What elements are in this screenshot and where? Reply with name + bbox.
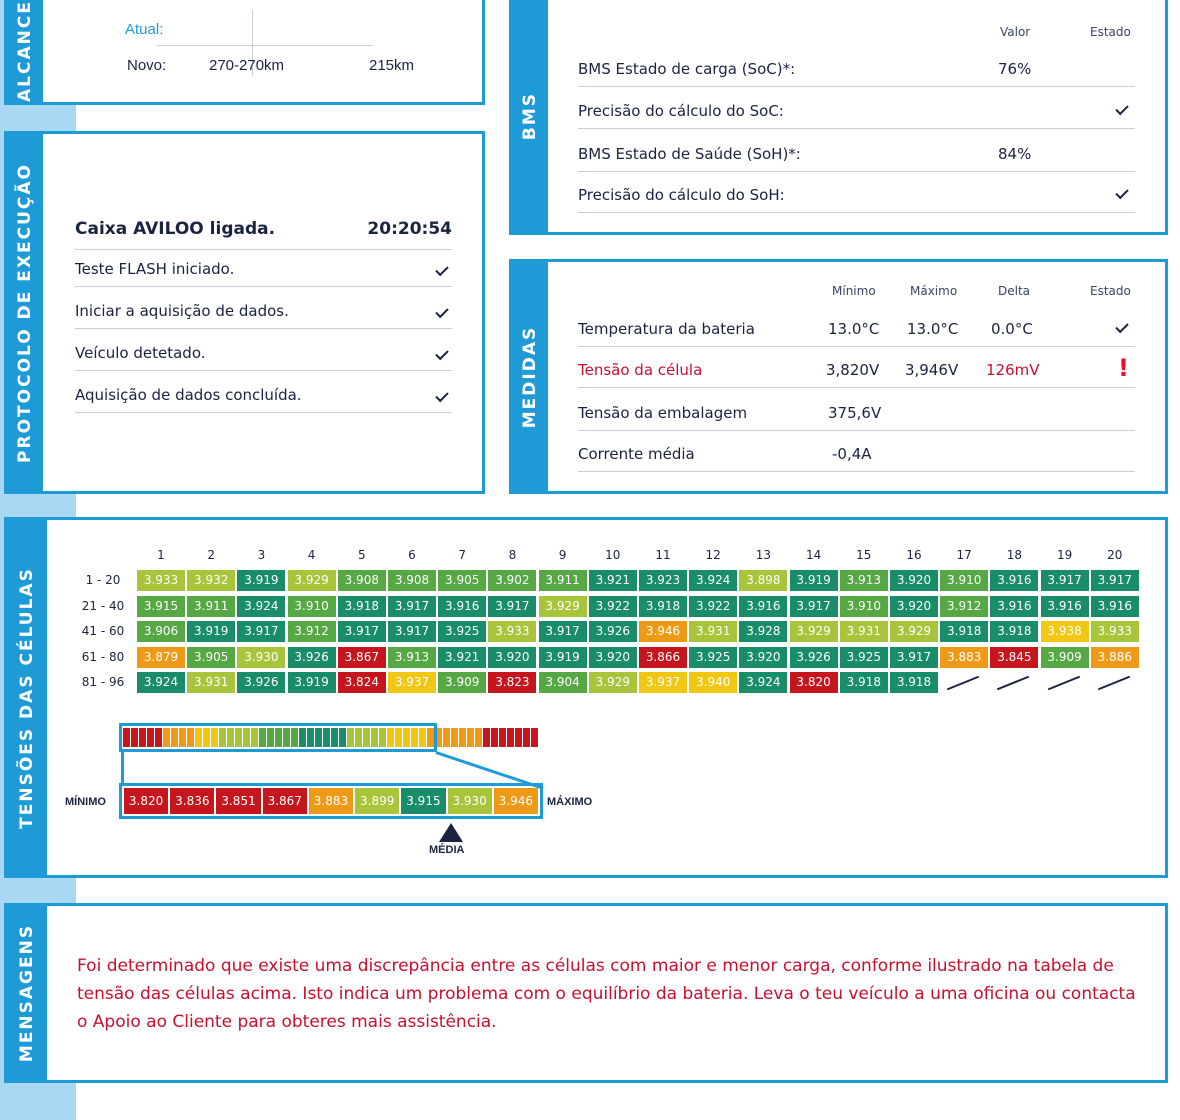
cell-voltage: 3.919 xyxy=(187,621,235,642)
range-section-label xyxy=(7,0,43,102)
measures-row xyxy=(578,320,1135,347)
protocol-item xyxy=(75,344,452,371)
column-number: 6 xyxy=(408,548,416,562)
average-marker-icon xyxy=(439,823,463,842)
column-number: 3 xyxy=(257,548,266,562)
legend-max-label: MÁXIMO xyxy=(547,796,593,808)
bms-row-label: BMS Estado de Saúde (SoH)*: xyxy=(578,145,801,163)
cell-voltage: 3.938 xyxy=(1041,621,1089,642)
cell-voltage: 3.946 xyxy=(639,621,687,642)
cell-voltage: 3.906 xyxy=(137,621,185,642)
cell-voltage: 3.929 xyxy=(539,596,587,617)
measures-section-label xyxy=(512,262,548,491)
cell-voltage: 3.930 xyxy=(237,647,285,668)
scale-segment xyxy=(483,728,490,747)
cell-voltage: 3.917 xyxy=(488,596,536,617)
bms-panel xyxy=(509,0,1168,235)
messages-panel xyxy=(4,903,1168,1083)
bms-row-value: 76% xyxy=(998,60,1032,78)
cell-voltage: 3.920 xyxy=(589,647,637,668)
range-new-value: 215km xyxy=(369,57,415,74)
measures-col-min: Mínimo xyxy=(832,284,876,298)
column-number: 4 xyxy=(307,548,316,562)
cell-voltage: 3.916 xyxy=(739,596,787,617)
column-number: 11 xyxy=(655,548,671,562)
cell-voltage: 3.867 xyxy=(338,647,386,668)
cell-voltage: 3.937 xyxy=(639,672,687,693)
cell-voltage: 3.928 xyxy=(739,621,787,642)
cell-voltage: 3.919 xyxy=(790,570,838,591)
cell-voltage: 3.917 xyxy=(388,621,436,642)
cell-voltage: 3.920 xyxy=(488,647,536,668)
legend-step: 3.915 xyxy=(401,788,445,814)
cell-voltage: 3.917 xyxy=(388,596,436,617)
protocol-item-label: Teste FLASH iniciado. xyxy=(75,260,235,278)
measures-row-max: 13.0°C xyxy=(907,320,959,338)
range-current-label: Atual: xyxy=(125,21,164,38)
cell-voltage: 3.924 xyxy=(739,672,787,693)
cell-voltage: 3.917 xyxy=(1041,570,1089,591)
column-number: 19 xyxy=(1056,548,1073,562)
bms-row xyxy=(578,145,1135,172)
legend-step: 3.851 xyxy=(216,788,260,814)
cell-voltage: 3.918 xyxy=(990,621,1038,642)
bms-section-label xyxy=(512,0,548,232)
column-number: 12 xyxy=(705,548,721,562)
cell-voltage: 3.931 xyxy=(689,621,737,642)
measures-row-label: Temperatura da bateria xyxy=(578,320,755,338)
cell-voltage: 3.916 xyxy=(438,596,486,617)
cell-voltage: 3.922 xyxy=(589,596,637,617)
legend-step: 3.930 xyxy=(448,788,492,814)
protocol-item xyxy=(75,260,452,287)
column-number: 15 xyxy=(856,548,872,562)
cell-voltage: 3.910 xyxy=(840,596,888,617)
protocol-item-label: Aquisição de dados concluída. xyxy=(75,386,302,404)
cell-voltage: 3.910 xyxy=(288,596,336,617)
bms-row-label: Precisão do cálculo do SoC: xyxy=(578,102,784,120)
cell-voltage: 3.866 xyxy=(639,647,687,668)
cell-voltage: 3.845 xyxy=(990,647,1038,668)
measures-section-title: MEDIDAS xyxy=(520,325,541,428)
empty-cell-slash-icon xyxy=(1091,672,1139,693)
cell-voltages-panel xyxy=(4,517,1168,878)
cell-voltage: 3.918 xyxy=(338,596,386,617)
cell-voltage: 3.908 xyxy=(338,570,386,591)
cell-voltage: 3.922 xyxy=(689,596,737,617)
cell-voltage: 3.909 xyxy=(438,672,486,693)
measures-row xyxy=(578,404,1135,431)
check-icon xyxy=(1115,320,1128,333)
cell-voltage: 3.929 xyxy=(890,621,938,642)
cell-voltage: 3.905 xyxy=(438,570,486,591)
scale-segment xyxy=(523,728,530,747)
scale-segment xyxy=(451,728,458,747)
row-label: 41 - 60 xyxy=(81,624,125,638)
cell-voltages-section-label xyxy=(7,520,47,875)
bms-col-state: Estado xyxy=(1090,25,1131,39)
cell-voltage: 3.918 xyxy=(940,621,988,642)
bms-row-label: BMS Estado de carga (SoC)*: xyxy=(578,60,796,78)
measures-col-state: Estado xyxy=(1090,284,1131,298)
cell-voltage: 3.904 xyxy=(539,672,587,693)
legend-step: 3.836 xyxy=(170,788,214,814)
measures-row-min: 13.0°C xyxy=(828,320,880,338)
scale-segment xyxy=(515,728,522,747)
cell-voltage: 3.919 xyxy=(237,570,285,591)
cell-voltage: 3.933 xyxy=(1091,621,1139,642)
cell-voltage: 3.919 xyxy=(539,647,587,668)
protocol-header-time: 20:20:54 xyxy=(367,219,452,239)
column-number: 18 xyxy=(1006,548,1023,562)
column-number: 2 xyxy=(207,548,215,562)
cell-voltage: 3.921 xyxy=(589,570,637,591)
cell-voltage: 3.823 xyxy=(488,672,536,693)
column-number: 20 xyxy=(1107,548,1123,562)
measures-row-delta: 126mV xyxy=(986,361,1040,379)
cell-voltage: 3.924 xyxy=(689,570,737,591)
scale-zoom-frame xyxy=(119,723,437,752)
column-number: 1 xyxy=(157,548,165,562)
cell-voltage: 3.898 xyxy=(739,570,787,591)
bms-row-label: Precisão do cálculo do SoH: xyxy=(578,186,785,204)
measures-row xyxy=(578,354,1135,388)
cell-voltage: 3.925 xyxy=(689,647,737,668)
protocol-item xyxy=(75,302,452,329)
scale-segment xyxy=(459,728,466,747)
check-icon xyxy=(435,346,448,359)
check-icon xyxy=(435,304,448,317)
bms-row xyxy=(578,60,1135,87)
cell-voltage: 3.933 xyxy=(488,621,536,642)
cell-voltage: 3.911 xyxy=(187,596,235,617)
scale-segment xyxy=(467,728,474,747)
cell-voltage: 3.929 xyxy=(790,621,838,642)
cell-voltage: 3.824 xyxy=(338,672,386,693)
cell-voltage: 3.921 xyxy=(438,647,486,668)
cell-voltage: 3.915 xyxy=(137,596,185,617)
cell-voltage: 3.933 xyxy=(137,570,185,591)
cell-voltage: 3.917 xyxy=(539,621,587,642)
cell-voltage: 3.911 xyxy=(539,570,587,591)
column-number: 7 xyxy=(458,548,466,562)
row-label: 61 - 80 xyxy=(81,649,125,664)
cell-voltage: 3.912 xyxy=(940,596,988,617)
protocol-header xyxy=(75,219,452,250)
check-icon xyxy=(1115,186,1128,199)
cell-voltage: 3.916 xyxy=(1041,596,1089,617)
measures-row-label: Tensão da célula xyxy=(578,361,703,379)
check-icon xyxy=(435,262,448,275)
range-section-title: ALCANCE xyxy=(15,0,36,102)
bms-section-title: BMS xyxy=(520,91,540,141)
cell-voltage: 3.920 xyxy=(890,570,938,591)
cell-voltage: 3.924 xyxy=(137,672,185,693)
cell-voltage: 3.909 xyxy=(1041,647,1089,668)
column-number: 9 xyxy=(558,548,567,562)
range-panel xyxy=(4,0,485,105)
cell-voltage: 3.937 xyxy=(388,672,436,693)
range-divider-horizontal xyxy=(157,45,373,46)
cell-voltage: 3.913 xyxy=(840,570,888,591)
messages-section-title: MENSAGENS xyxy=(17,923,38,1063)
scale-segment xyxy=(531,728,538,747)
column-number: 5 xyxy=(357,548,366,562)
cell-voltage: 3.931 xyxy=(187,672,235,693)
range-new-label: Novo: xyxy=(127,57,167,74)
cell-voltage: 3.910 xyxy=(940,570,988,591)
cell-voltage: 3.940 xyxy=(689,672,737,693)
cell-voltage: 3.917 xyxy=(338,621,386,642)
legend-avg-label: MÉDIA xyxy=(429,844,465,856)
scale-segment xyxy=(507,728,514,747)
column-number: 14 xyxy=(805,548,822,562)
cell-voltage: 3.920 xyxy=(890,596,938,617)
cell-voltage: 3.886 xyxy=(1091,647,1139,668)
row-label: 21 - 40 xyxy=(81,598,125,613)
empty-cell-slash-icon xyxy=(1041,672,1089,693)
cell-voltage: 3.926 xyxy=(288,647,336,668)
cell-voltage: 3.908 xyxy=(388,570,436,591)
cell-voltage: 3.916 xyxy=(990,570,1038,591)
cell-voltage: 3.917 xyxy=(890,647,938,668)
empty-cell-slash-icon xyxy=(940,672,988,693)
cell-voltage: 3.929 xyxy=(288,570,336,591)
bms-row xyxy=(578,102,1135,129)
column-number: 10 xyxy=(605,548,621,562)
protocol-item xyxy=(75,386,452,413)
voltage-legend xyxy=(119,783,543,819)
cell-voltage: 3.926 xyxy=(589,621,637,642)
cell-voltage: 3.925 xyxy=(840,647,888,668)
protocol-item-label: Iniciar a aquisição de dados. xyxy=(75,302,289,320)
row-label: 81 - 96 xyxy=(81,675,125,689)
measures-row-min: 3,820V xyxy=(826,361,880,379)
cell-voltage: 3.923 xyxy=(639,570,687,591)
cell-voltage: 3.920 xyxy=(739,647,787,668)
legend-step: 3.946 xyxy=(494,788,538,814)
column-number: 17 xyxy=(956,548,972,562)
measures-row-max: 3,946V xyxy=(905,361,959,379)
protocol-section-title: PROTOCOLO DE EXECUÇÃO xyxy=(15,162,36,463)
check-icon xyxy=(435,388,448,401)
cell-voltage: 3.926 xyxy=(790,647,838,668)
measures-row-min: 375,6V xyxy=(828,404,882,422)
scale-segment xyxy=(499,728,506,747)
cell-voltage: 3.919 xyxy=(288,672,336,693)
bms-row xyxy=(578,186,1135,213)
legend-min-label: MÍNIMO xyxy=(65,796,106,808)
cell-voltages-section-title: TENSÕES DAS CÉLULAS xyxy=(17,566,38,829)
cell-voltage: 3.924 xyxy=(237,596,285,617)
bms-col-value: Valor xyxy=(1000,25,1031,39)
cell-voltage: 3.931 xyxy=(840,621,888,642)
protocol-section-label xyxy=(7,134,43,491)
cell-voltage: 3.918 xyxy=(840,672,888,693)
cell-voltage: 3.932 xyxy=(187,570,235,591)
cell-voltage: 3.902 xyxy=(488,570,536,591)
column-number: 13 xyxy=(755,548,772,562)
empty-cell-slash-icon xyxy=(990,672,1038,693)
bms-row-value: 84% xyxy=(998,145,1032,163)
scale-segment xyxy=(443,728,450,747)
legend-step: 3.867 xyxy=(263,788,307,814)
cell-voltage: 3.916 xyxy=(1091,596,1139,617)
cell-voltage: 3.918 xyxy=(890,672,938,693)
zoom-line-left xyxy=(121,751,124,783)
protocol-item-label: Veículo detetado. xyxy=(75,344,206,362)
protocol-header-text: Caixa AVILOO ligada. xyxy=(75,219,276,239)
column-number: 16 xyxy=(906,548,922,562)
measures-col-max: Máximo xyxy=(910,284,958,298)
measures-row-label: Corrente média xyxy=(578,445,695,463)
scale-segment xyxy=(475,728,482,747)
legend-step: 3.899 xyxy=(355,788,399,814)
measures-row xyxy=(578,445,1135,472)
measures-col-delta: Delta xyxy=(998,284,1031,298)
range-new-range: 270-270km xyxy=(209,57,285,74)
cell-voltage: 3.918 xyxy=(639,596,687,617)
cell-voltage: 3.913 xyxy=(388,647,436,668)
cell-voltage: 3.883 xyxy=(940,647,988,668)
cell-voltage: 3.912 xyxy=(288,621,336,642)
legend-step: 3.883 xyxy=(309,788,353,814)
measures-row-min: -0,4A xyxy=(832,445,872,463)
cell-voltage: 3.905 xyxy=(187,647,235,668)
message-text: Foi determinado que existe uma discrepância entre as células com maior e menor carga, conforme ilustrado na tabela de tensão das células acima. Isto indica um problema com o equilíbrio da bateria. Leva o teu veículo a uma oficina ou contacta o Apoio ao Cliente para obteres mais assistência. xyxy=(77,956,1136,1032)
warning-icon: ! xyxy=(1118,354,1129,382)
cell-voltage: 3.929 xyxy=(589,672,637,693)
row-label: 1 - 20 xyxy=(85,573,121,587)
column-number: 8 xyxy=(508,548,517,562)
cell-voltage: 3.917 xyxy=(790,596,838,617)
legend-step: 3.820 xyxy=(124,788,168,814)
messages-section-label xyxy=(7,906,47,1080)
cell-voltage: 3.925 xyxy=(438,621,486,642)
protocol-panel xyxy=(4,131,485,494)
scale-segment xyxy=(491,728,498,747)
measures-row-delta: 0.0°C xyxy=(991,320,1033,338)
cell-voltage: 3.820 xyxy=(790,672,838,693)
cell-voltage: 3.917 xyxy=(237,621,285,642)
cell-voltage: 3.879 xyxy=(137,647,185,668)
measures-row-label: Tensão da embalagem xyxy=(578,404,748,422)
cell-voltage: 3.916 xyxy=(990,596,1038,617)
measures-panel xyxy=(509,259,1168,494)
cell-voltage: 3.917 xyxy=(1091,570,1139,591)
check-icon xyxy=(1115,102,1128,115)
cell-voltage: 3.926 xyxy=(237,672,285,693)
